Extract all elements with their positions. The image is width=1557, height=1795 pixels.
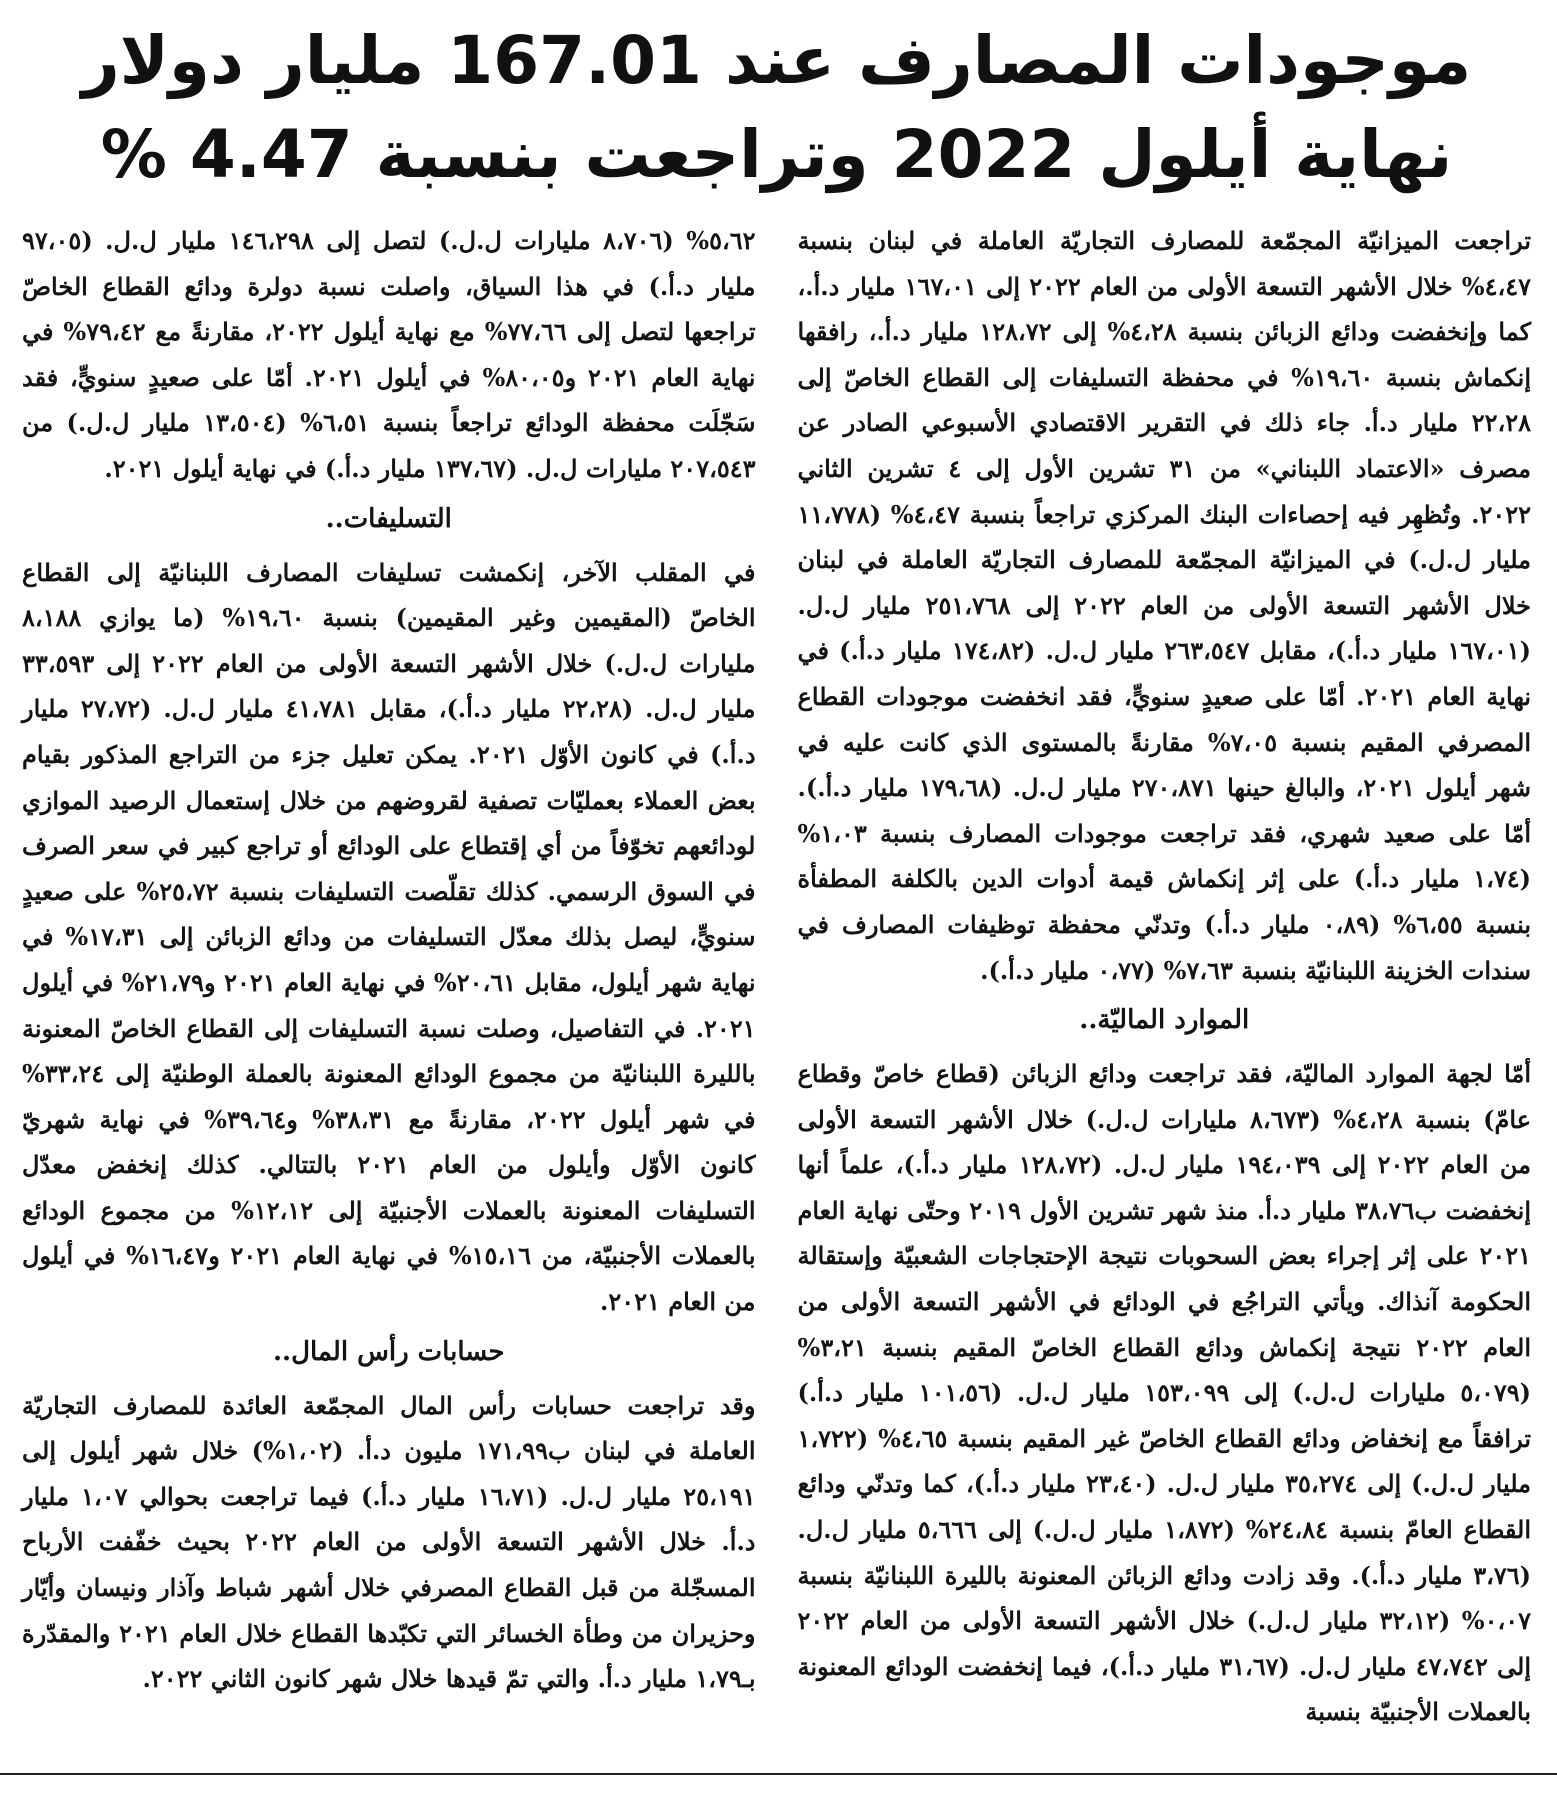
paragraph-loans: في المقلب الآخر، إنكمشت تسليفات المصارف اللبنانيّة إلى القطاع الخاصّ (المقيمين وغير المقيمين) بنسبة ١٩،٦٠% (ما يوازي ٨،١٨٨ مليارات ل.ل.) خلال الأشهر التسعة الأولى من العام ٢٠٢٢ إلى ٣٣،٥٩٣ مليار ل.ل. (٢٢،٢٨ مليار د.أ.)، مقابل ٤١،٧٨١ مليار ل.ل. (٢٧،٧٢ مليار د.أ.) في كانون الأوّل ٢٠٢١. يمكن تعليل جزء من التراجع المذكور بقيام بعض العملاء بعمليّات تصفية لقروضهم من خلال إستعمال الرصيد الموازي لودائعهم تخوّفاً من أي إقتطاع على الودائع أو تراجع كبير في سعر الصرف في السوق الرسمي. كذلك تقلّصت التسليفات بنسبة ٢٥،٧٢% على صعيدٍ سنويٍّ، ليصل بذلك معدّل التسليفات من ودائع الزبائن إلى ١٧،٣١% في نهاية شهر أيلول، مقابل ٢٠،٦١% في نهاية العام ٢٠٢١ و٢١،٧٩% في أيلول ٢٠٢١. في التفاصيل، وصلت نسبة التسليفات إلى القطاع الخاصّ المعنونة بالليرة اللبنانيّة من مجموع الودائع المعنونة بالعملة الوطنيّة إلى ٣٣،٢٤% في شهر أيلول ٢٠٢٢، مقارنةً مع ٣٨،٣١% و٣٩،٦٤% في نهاية شهريّ كانون الأوّل وأيلول من العام ٢٠٢١ بالتتالي. كذلك إنخفض معدّل التسليفات المعنونة بالعملات الأجنبيّة إلى ١٢،١٢% من مجموع الودائع بالعملات الأجنبيّة، من ١٥،١٦% في نهاية العام ٢٠٢١ و١٦،٤٧% في أيلول من العام ٢٠٢١. <box>22 557 756 1317</box>
paragraph-financial-resources: أمّا لجهة الموارد الماليّة، فقد تراجعت ودائع الزبائن (قطاع خاصّ وقطاع عامّ) بنسبة ٤،٢٨% (٨،٦٧٣ مليارات ل.ل.) خلال الأشهر التسعة الأولى من العام ٢٠٢٢ إلى ١٩٤،٠٣٩ مليار ل.ل. (١٢٨،٧٢ مليار د.أ.)، علماً أنها إنخفضت ب٣٨،٧٦ مليار د.أ. منذ شهر تشرين الأول ٢٠١٩ وحتّى نهاية العام ٢٠٢١ على إثر إجراء بعض السحوبات نتيجة الإحتجاجات الشعبيّة وإستقالة الحكومة آنذاك. ويأتي التراجُع في الودائع في الأشهر التسعة الأولى من العام ٢٠٢٢ نتيجة إنكماش ودائع القطاع الخاصّ المقيم بنسبة ٣،٢١% (٥،٠٧٩ مليارات ل.ل.) إلى ١٥٣،٠٩٩ مليار ل.ل. (١٠١،٥٦ مليار د.أ.) ترافقاً مع إنخفاض ودائع القطاع الخاصّ غير المقيم بنسبة ٤،٦٥% (١،٧٢٢ مليار ل.ل.) إلى ٣٥،٢٧٤ مليار ل.ل. (٢٣،٤٠ مليار د.أ.)، كما وتدنّي ودائع القطاع العامّ بنسبة ٢٤،٨٤% (١،٨٧٢ مليار ل.ل.) إلى ٥،٦٦٦ مليار ل.ل. (٣،٧٦ مليار د.أ.). وقد زادت ودائع الزبائن المعنونة بالليرة اللبنانيّة بنسبة ٠،٠٧% (٣٢،١٢ مليار ل.ل.) خلال الأشهر التسعة الأولى من العام ٢٠٢٢ إلى ٤٧،٧٤٢ مليار ل.ل. (٣١،٦٧ مليار د.أ.)، فيما إنخفضت الودائع المعنونة بالعملات الأجنبيّة بنسبة <box>797 1059 1532 1727</box>
headline-line-1: موجودات المصارف عند 167.01 مليار دولار <box>81 22 1472 99</box>
section-heading-financial-resources: الموارد الماليّة.. <box>1079 1005 1250 1036</box>
bottom-divider <box>0 1773 1557 1775</box>
section-heading-loans: التسليفات.. <box>325 503 452 534</box>
section-heading-capital-accounts: حسابات رأس المال.. <box>272 1336 505 1367</box>
column-right <box>798 218 1532 1735</box>
article-body <box>22 218 1531 1735</box>
paragraph-capital-accounts: وقد تراجعت حسابات رأس المال المجمّعة العائدة للمصارف التجاريّة العاملة في لبنان ب١٧١،٩٩ مليون د.أ. (١،٠٢%) خلال شهر أيلول إلى ٢٥،١٩١ مليار ل.ل. (١٦،٧١ مليار د.أ.) فيما تراجعت بحوالي ١،٠٧ مليار د.أ. خلال الأشهر التسعة الأولى من العام ٢٠٢٢ بحيث خفّفت الأرباح المسجّلة من قبل القطاع المصرفي خلال أشهر شباط وآذار ونيسان وأيّار وحزيران من وطأة الخسائر التي تكبّدها القطاع خلال العام ٢٠٢١ والمقدّرة بـ١،٧٩ مليار د.أ. والتي تمّ قيدها خلال شهر كانون الثاني ٢٠٢٢. <box>22 1390 756 1694</box>
paragraph-deposits-continued: ٥،٦٢% (٨،٧٠٦ مليارات ل.ل.) لتصل إلى ١٤٦،٢٩٨ مليار ل.ل. (٩٧،٠٥ مليار د.أ.) في هذا السياق، واصلت نسبة دولرة ودائع القطاع الخاصّ تراجعها لتصل إلى ٧٧،٦٦% مع نهاية أيلول ٢٠٢٢، مقارنةً مع ٧٩،٤٢% في نهاية العام ٢٠٢١ و٨٠،٠٥% في أيلول ٢٠٢١. أمّا على صعيدٍ سنويٍّ، فقد سَجّلَت محفظة الودائع تراجعاً بنسبة ٦،٥١% (١٣،٥٠٤ مليار ل.ل.) من ٢٠٧،٥٤٣ مليارات ل.ل. (١٣٧،٦٧ مليار د.أ.) في نهاية أيلول ٢٠٢١. <box>22 226 756 483</box>
column-left <box>22 218 756 1735</box>
headline-line-2: نهاية أيلول 2022 وتراجعت بنسبة 4.47 % <box>100 116 1453 193</box>
paragraph-intro: تراجعت الميزانيّة المجمّعة للمصارف التجاريّة العاملة في لبنان بنسبة ٤،٤٧% خلال الأشهر التسعة الأولى من العام ٢٠٢٢ إلى ١٦٧،٠١ مليار د.أ.، كما وإنخفضت ودائع الزبائن بنسبة ٤،٢٨% إلى ١٢٨،٧٢ مليار د.أ.، رافقها إنكماش بنسبة ١٩،٦٠% في محفظة التسليفات إلى القطاع الخاصّ إلى ٢٢،٢٨ مليار د.أ. جاء ذلك في التقرير الاقتصادي الأسبوعي الصادر عن مصرف «الاعتماد اللبناني» من ٣١ تشرين الأول إلى ٤ تشرين الثاني ٢٠٢٢. وتُظهِر فيه إحصاءات البنك المركزي تراجعاً بنسبة ٤،٤٧% (١١،٧٧٨ مليار ل.ل.) في الميزانيّة المجمّعة للمصارف التجاريّة العاملة في لبنان خلال الأشهر التسعة الأولى من العام ٢٠٢٢ إلى ٢٥١،٧٦٨ مليار ل.ل. (١٦٧،٠١ مليار د.أ.)، مقابل ٢٦٣،٥٤٧ مليار ل.ل. (١٧٤،٨٢ مليار د.أ.) في نهاية العام ٢٠٢١. أمّا على صعيدٍ سنويٍّ، فقد انخفضت موجودات القطاع المصرفي المقيم بنسبة ٧،٠٥% مقارنةً بالمستوى الذي كانت عليه في شهر أيلول ٢٠٢١، والبالغ حينها ٢٧٠،٨٧١ مليار ل.ل. (١٧٩،٦٨ مليار د.أ.). أمّا على صعيد شهري، فقد تراجعت موجودات المصارف بنسبة ١،٠٣% (١،٧٤ مليار د.أ.) على إثر إنكماش قيمة أدوات الدين بالكلفة المطفأة بنسبة ٦،٥٥% (٠،٨٩ مليار د.أ.) وتدنّي محفظة توظيفات المصارف في سندات الخزينة اللبنانيّة بنسبة ٧،٦٣% (٠،٧٧ مليار د.أ.). <box>797 226 1532 985</box>
article-headline <box>22 14 1531 202</box>
